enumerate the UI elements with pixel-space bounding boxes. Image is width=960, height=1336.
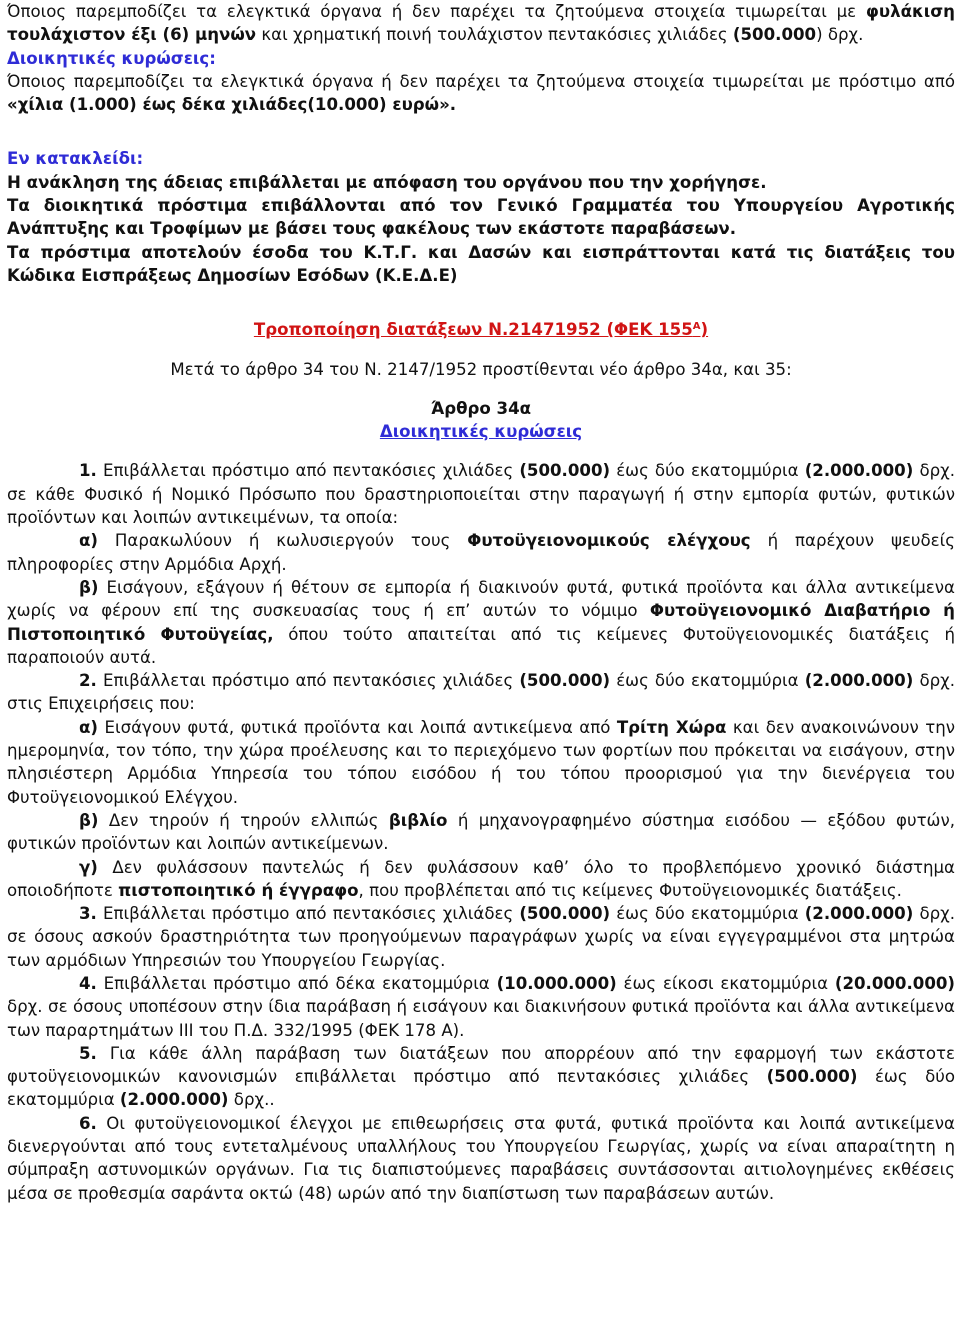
spacer [7,443,955,451]
text: έως είκοσι εκατομμύρια [616,973,835,993]
bold-text: (20.000.000) [834,973,956,993]
bold-text: «χίλια (1.000) έως δέκα χιλιάδες(10.000) ευρώ». [7,95,457,115]
item-letter: α) [79,531,98,551]
spacer [7,287,955,310]
text: , που προβλέπεται από τις κείμενες Φυτοϋγειονομικές διατάξεις. [358,880,902,900]
text: Παρακωλύουν ή κωλυσιεργούν τους [97,531,468,551]
bold-text: Φυτοϋγειονομικό Διαβατήριο ή Πιστοποιητικό Φυτοϋγείας, [7,601,955,644]
article-paragraph-2b [7,809,955,856]
bold-text: (500.000) [519,461,611,481]
text: Όποιος παρεμποδίζει τα ελεγκτικά όργανα ή δεν παρέχει τα ζητούμενα στοιχεία τιμωρείται με [7,2,866,21]
article-subtitle: Διοικητικές κυρώσεις [379,422,583,442]
amendment-title-text: Τροποποίηση διατάξεων Ν.21471952 (ΦΕΚ 155 [253,320,693,340]
text: όπου τούτο απαιτείται από τις κείμενες Φυτοϋγειονομικές διατάξεις ή παραποιούν αυτά. [7,624,955,667]
intro-paragraph-1 [7,0,955,47]
bold-text: (500.000) [519,671,611,691]
bold-text: (10.000.000) [496,973,617,993]
spacer [7,451,955,459]
text: και χρηματική ποινή τουλάχιστον πεντακόσιες χιλιάδες [256,25,733,45]
article-paragraph-6 [7,1112,955,1205]
paragraph-number: 2. [79,671,97,691]
bold-text: (500.000) [766,1067,858,1087]
bold-text: (2.000.000) [119,1090,229,1110]
bold-text: Τρίτη Χώρα [616,717,727,737]
amendment-title-superscript: Α [692,321,701,333]
paragraph-number: 3. [79,904,97,924]
text: και δεν ανακοινώνουν την ημερομηνία, τον τόπο, την χώρα προέλευσης και το περιεχόμενο των φορτίων που πρόκειται να εισάγουν, στην πλησιέστερη Αρμόδια Υπηρεσία του τόπου εισόδου ή του τόπου προορισμού για την διενέργεια του Φυτοϋγειονομικού Ελέγχου. [7,717,956,807]
text: Επιβάλλεται πρόστιμο από δέκα εκατομμύρια [96,973,497,993]
text: δρχ. σε όσους υποπέσουν στην ίδια παράβαση ή εισάγουν και διακινήσουν φυτικά προϊόντα και άλλα αντικείμενα των παραρτημάτων ΙΙΙ του Π.Δ. 332/1995 (ΦΕΚ 178 Α). [7,997,955,1040]
text: δρχ. στις Επιχειρήσεις που: [7,671,955,714]
paragraph-number: 1. [79,461,97,481]
conclusion-line-2: Τα διοικητικά πρόστιμα επιβάλλονται από τον Γενικό Γραμματέα του Υπουργείου Αγροτικής Ανάπτυξης και Τροφίμων με βάσει τους φακέλους των εκάστοτε παραβάσεων. [7,196,955,239]
conclusion-line-3: Τα πρόστιμα αποτελούν έσοδα του Κ.Τ.Γ. και Δασών και εισπράττονται κατά τις διατάξεις του Κώδικα Εισπράξεως Δημοσίων Εσόδων (Κ.Ε.Δ.Ε) [7,242,955,285]
text: δρχ. σε όσους ασκούν δραστηριότητα των προηγούμενων παραγράφων χωρίς να είναι εγγεγραμμένοι στα μητρώα των αρμόδιων Υπηρεσιών του Υπουργείου Γεωργίας. [7,904,955,970]
amendment-link[interactable] [254,320,708,339]
bold-text: φυλάκιση τουλάχιστον έξι (6) μηνών [7,2,955,45]
item-letter: γ) [79,857,98,877]
article-paragraph-5 [7,1042,955,1112]
text: ή μηχανογραφημένο σύστημα εισόδου — εξόδου φυτών, φυτικών προϊόντων και λοιπών αντικείμενων. [7,810,955,854]
text: Επιβάλλεται πρόστιμο από πεντακόσιες χιλιάδες [96,461,520,481]
intro-paragraph-2 [7,70,955,117]
text: Δεν φυλάσσουν παντελώς ή δεν φυλάσσουν καθ’ όλο το προβλεπόμενο χρονικό διάστημα οποιοδήποτε [7,857,955,900]
text: έως δύο εκατομμύρια [7,1067,956,1110]
text: ) δρχ. [816,25,864,45]
spacer [7,342,955,350]
text: δρχ. σε κάθε Φυσικό ή Νομικό Πρόσωπο που δραστηριοποιείται στην παραγωγή ή στην εμπορία φυτών, φυτικών προϊόντων και λοιπών αντικειμένων, τα οποία: [7,461,955,528]
bold-text: (2.000.000) [804,904,914,924]
text: έως δύο εκατομμύρια [610,461,805,481]
article-paragraph-2c [7,856,955,903]
amendment-title-end: ) [700,320,709,340]
text: έως δύο εκατομμύρια [610,671,805,691]
text: Δεν τηρούν ή τηρούν ελλιπώς [98,810,389,830]
spacer [7,381,955,389]
paragraph-number: 5. [79,1043,97,1063]
article-paragraph-4 [7,972,955,1042]
spacer [7,139,955,147]
text: δρχ.. [228,1090,275,1110]
bold-text: (2.000.000) [804,671,914,691]
bold-text: (2.000.000) [804,461,914,481]
paragraph-number: 6. [79,1113,97,1133]
bold-text: Φυτοϋγειονομικούς ελέγχους [467,531,751,551]
text: Επιβάλλεται πρόστιμο από πεντακόσιες χιλιάδες [96,671,520,691]
bold-text: πιστοποιητικό ή έγγραφο [118,880,359,900]
article-paragraph-2a [7,716,955,809]
conclusion-heading: Εν κατακλείδι: [7,149,144,169]
bold-text: βιβλίο [388,810,448,830]
text: Εισάγουν, εξάγουν ή θέτουν σε εμπορία ή διακινούν φυτά, φυτικά προϊόντα και άλλα αντικείμενα χωρίς να φέρουν επί της συσκευασίας τους ή επ’ αυτών το νόμιμο [7,577,955,621]
text: Οι φυτοϋγειονομικοί έλεγχοι με επιθεωρήσεις στα φυτά, φυτικά προϊόντα και λοιπά αντικείμενα διενεργούνται από τους εντεταλμένους υπαλλήλους του Υπουργείου Γεωργίας, χωρίς να είναι απαραίτητη η σύμπραξη αστυνομικών οργάνων. Για τις διαπιστούμενες παραβάσεις συντάσσονται αιτιολογημένες εκθέσεις μέσα σε προθεσμία σαράντα οκτώ (48) ωρών από την διαπίστωση των παραβάσεων αυτών. [7,1113,955,1203]
article-paragraph-2 [7,669,955,716]
spacer [7,389,955,397]
article-paragraph-1a [7,529,955,576]
bold-text: (500.000 [732,25,817,45]
article-paragraph-3 [7,902,955,972]
article-title: Άρθρο 34α [430,398,532,418]
article-paragraph-1 [7,459,955,529]
conclusion-line-1: Η ανάκληση της άδειας επιβάλλεται με απόφαση του οργάνου που την χορήγησε. [7,172,767,192]
admin-sanctions-heading: Διοικητικές κυρώσεις: [7,48,216,68]
text: Όποιος παρεμποδίζει τα ελεγκτικά όργανα ή δεν παρέχει τα ζητούμενα στοιχεία τιμωρείται με πρόστιμο από [7,71,955,91]
spacer [7,310,955,318]
item-letter: β) [79,810,99,830]
paragraph-number: 4. [79,973,97,993]
spacer [7,350,955,358]
amendment-title[interactable] [7,318,955,341]
item-letter: α) [79,717,98,737]
spacer [7,116,955,139]
text: έως δύο εκατομμύρια [610,904,805,924]
amendment-intro: Μετά το άρθρο 34 του Ν. 2147/1952 προστίθενται νέο άρθρο 34α, και 35: [170,359,792,379]
text: ή παρέχουν ψευδείς πληροφορίες στην Αρμόδια Αρχή. [7,531,955,574]
text: Επιβάλλεται πρόστιμο από πεντακόσιες χιλιάδες [96,904,520,924]
bold-text: (500.000) [519,904,611,924]
text: Εισάγουν φυτά, φυτικά προϊόντα και λοιπά αντικείμενα από [97,717,617,737]
article-paragraph-1b [7,576,955,669]
text: Για κάθε άλλη παράβαση των διατάξεων που απορρέουν από την εφαρμογή των εκάστοτε φυτοϋγειονομικών κανονισμών επιβάλλεται πρόστιμο από πεντακόσιες χιλιάδες [7,1043,955,1087]
item-letter: β) [79,577,99,597]
